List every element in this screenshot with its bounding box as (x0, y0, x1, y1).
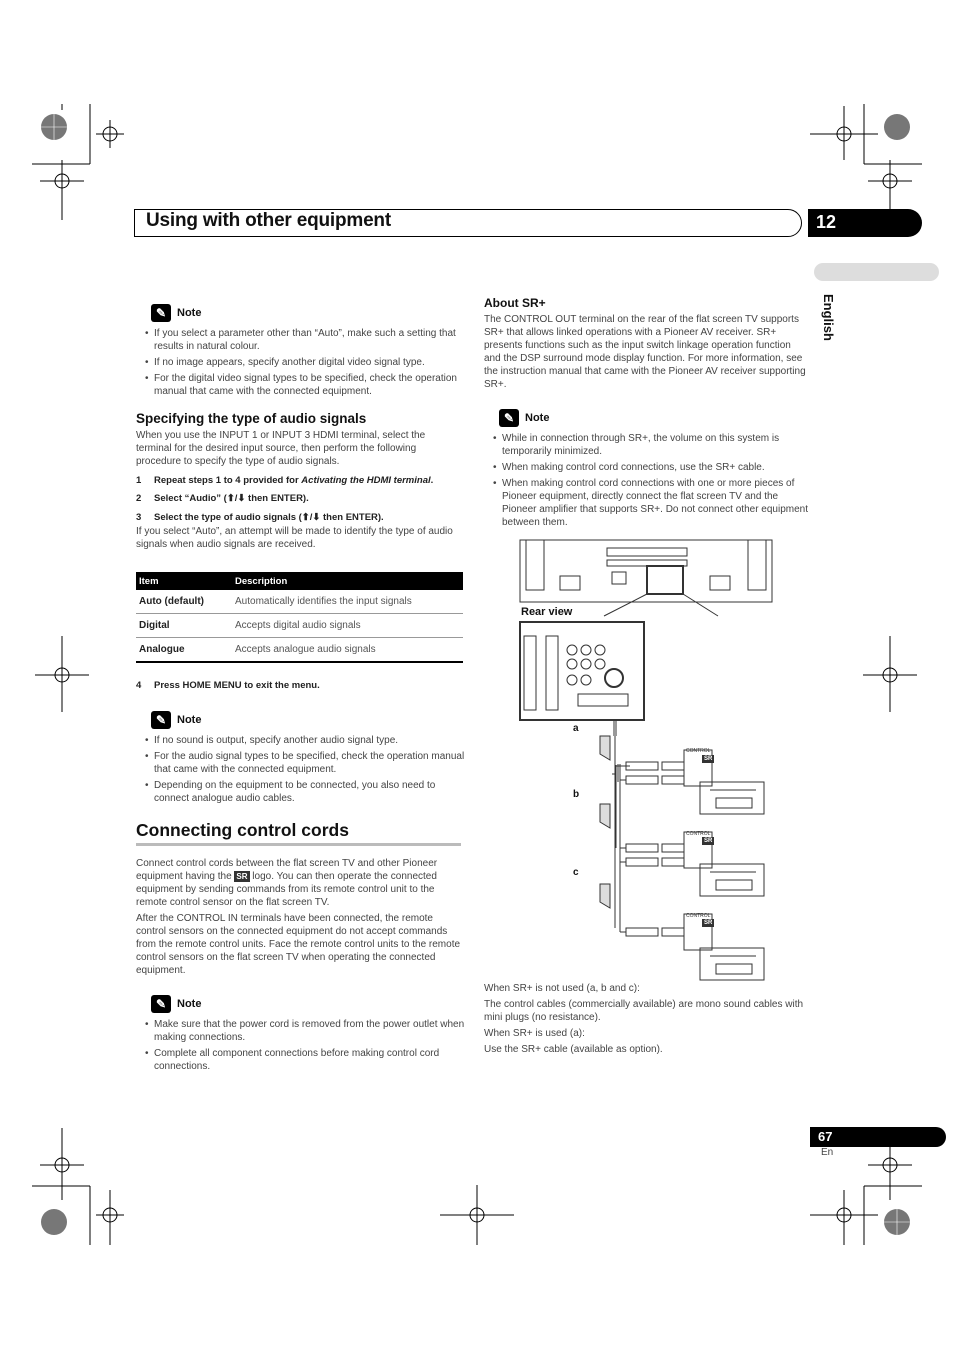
step-3-description: If you select “Auto”, an attempt will be made to identify the type of audio signals when audio signals are received. (136, 526, 453, 550)
sr-not-used-line: When SR+ is not used (a, b and c): (484, 983, 640, 994)
note-heading (151, 995, 201, 1013)
control-para-1: Connect control cords between the flat screen TV and other Pioneer equipment having the SR logo. You can then operate the connected equipment by sending commands from its remote control unit to the remote control sensor on the flat screen TV. (136, 858, 438, 908)
list-item: • For the audio signal types to be specified, check the operation manual that came with the connected equipment. (136, 750, 466, 776)
note-label: Note (177, 714, 202, 726)
list-item: • When making control cord connections with one or more pieces of Pioneer equipment, directly connect the flat screen TV and the Pioneer amplifier that supports SR+. Do not connect other equipment between them. (484, 477, 809, 529)
list-item: • If you select a parameter other than “Auto”, make such a setting that results in natural colour. (136, 327, 466, 353)
sr-logo: SR (704, 838, 713, 844)
table-cell: Analogue (136, 638, 232, 663)
control-section-heading: Connecting control cords (136, 820, 349, 840)
list-item: • When making control cord connections, use the SR+ cable. (484, 461, 809, 474)
table-row (136, 590, 463, 614)
list-item: • For the digital video signal types to be specified, check the operation manual that came with the connected equipment. (136, 372, 466, 398)
audio-intro: When you use the INPUT 1 or INPUT 3 HDMI terminal, select the terminal for the desired input source, then perform the following procedure to specify the type of audio signals. (136, 430, 426, 467)
table-cell: Accepts digital audio signals (232, 614, 463, 638)
note-label: Note (525, 412, 550, 424)
list-item: • Make sure that the power cord is removed from the power outlet when making connections. (136, 1018, 466, 1044)
page-number: 67 (818, 1129, 833, 1144)
control-label: CONTROL (686, 748, 711, 754)
sr-logo: SR (236, 871, 248, 881)
step-3: 3 Select the type of audio signals (⬆/⬇ then ENTER). (136, 512, 384, 523)
note4-list (484, 432, 809, 532)
pencil-icon: ✎ (499, 409, 519, 427)
note3-list (136, 1018, 466, 1076)
cable-description: The control cables (commercially available) are mono sound cables with mini plugs (no resistance). (484, 999, 804, 1023)
note-heading (151, 711, 201, 729)
list-item: • If no sound is output, specify another audio signal type. (136, 734, 466, 747)
note-heading (151, 304, 201, 322)
table-row (136, 638, 463, 663)
step-4: 4 Press HOME MENU to exit the menu. (136, 680, 320, 691)
table-cell: Digital (136, 614, 232, 638)
table-cell: Accepts analogue audio signals (232, 638, 463, 663)
sr-logo: SR (704, 756, 713, 762)
table-row (136, 614, 463, 638)
note2-list (136, 734, 466, 808)
table-header: Item (136, 572, 232, 590)
rear-view-label: Rear view (521, 606, 573, 618)
label-a: a (573, 723, 579, 734)
pencil-icon: ✎ (151, 995, 171, 1013)
about-body: The CONTROL OUT terminal on the rear of the flat screen TV supports SR+ that allows linked operations with a Pioneer AV receiver. SR+ presents functions such as the input switch linkage operation function and the DSP surround mode display function. For more information, see the instruction manual that came with the Pioneer AV receiver supporting SR+. (484, 314, 806, 390)
sr-used-line: When SR+ is used (a): (484, 1028, 585, 1039)
control-label: CONTROL (686, 831, 711, 837)
sr-cable-line: Use the SR+ cable (available as option). (484, 1044, 663, 1055)
step-2: 2 Select “Audio” (⬆/⬇ then ENTER). (136, 493, 309, 504)
list-item: • If no image appears, specify another digital video signal type. (136, 356, 466, 369)
pencil-icon: ✎ (151, 711, 171, 729)
connection-diagram (512, 538, 782, 983)
list-item: • While in connection through SR+, the volume on this system is temporarily minimized. (484, 432, 809, 458)
note1-list (136, 327, 466, 401)
table-header-row (136, 572, 463, 590)
page-language: En (821, 1147, 834, 1158)
note-label: Note (177, 307, 202, 319)
control-para-2: After the CONTROL IN terminals have been connected, the remote control sensors on the connected equipment do not accept commands from the remote control units. Face the remote control units to the remote control sensors on the flat screen TV when operating the connected equipment. (136, 913, 461, 976)
note-heading (499, 409, 549, 427)
label-b: b (573, 789, 580, 800)
language-label: English (821, 294, 836, 341)
pencil-icon: ✎ (151, 304, 171, 322)
audio-section-heading: Specifying the type of audio signals (136, 411, 367, 426)
table-cell: Auto (default) (136, 590, 232, 614)
language-tab (814, 263, 939, 281)
chapter-number: 12 (816, 212, 837, 232)
step-1: 1 Repeat steps 1 to 4 provided for Activating the HDMI terminal. (136, 475, 434, 486)
sr-logo: SR (704, 920, 713, 926)
table-header: Description (232, 572, 463, 590)
audio-signal-table (136, 572, 463, 663)
control-label: CONTROL (686, 913, 711, 919)
table-cell: Automatically identifies the input signals (232, 590, 463, 614)
language-label-wrap (820, 294, 836, 354)
label-c: c (573, 867, 579, 878)
about-heading: About SR+ (484, 296, 546, 310)
chapter-badge (808, 209, 922, 237)
page-title: Using with other equipment (146, 210, 391, 231)
note-label: Note (177, 998, 202, 1010)
list-item: • Complete all component connections before making control cord connections. (136, 1047, 466, 1073)
list-item: • Depending on the equipment to be connected, you also need to connect analogue audio cables. (136, 779, 466, 805)
section-rule (136, 843, 461, 846)
